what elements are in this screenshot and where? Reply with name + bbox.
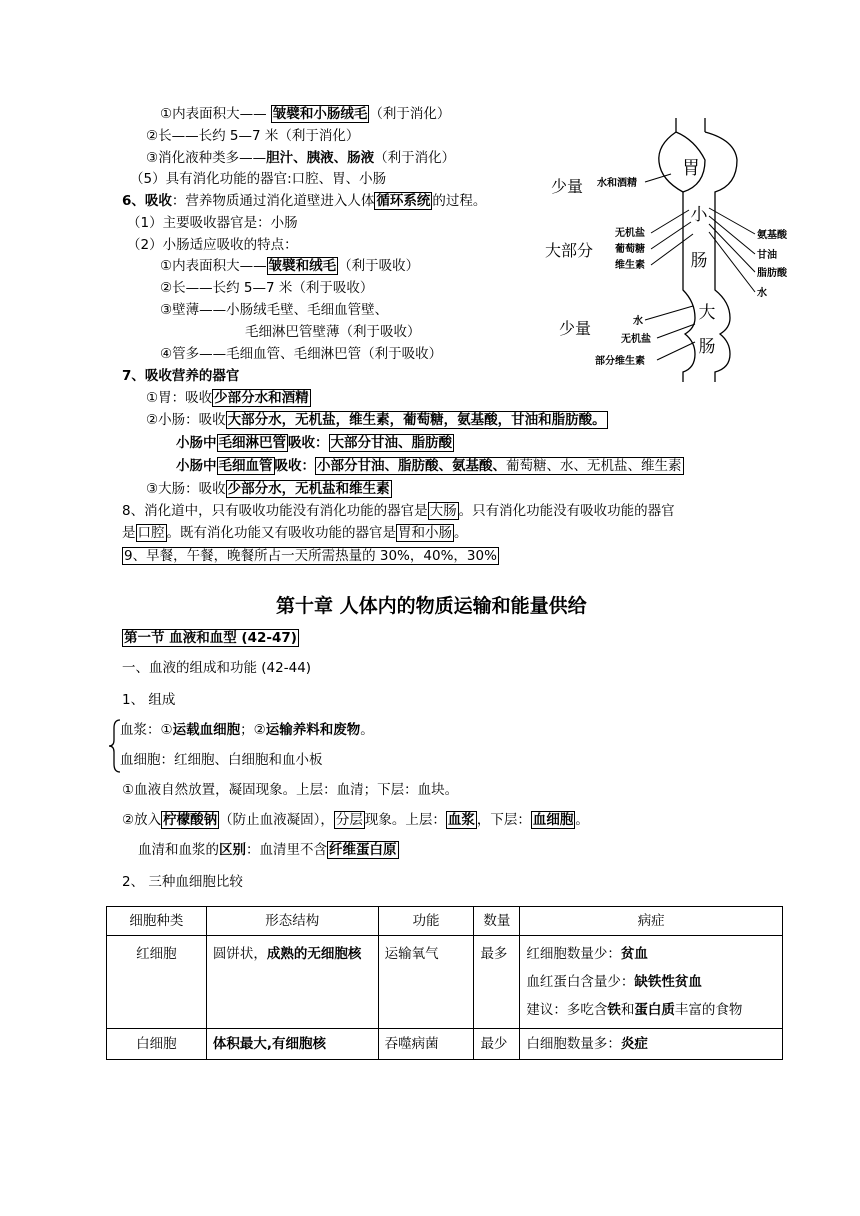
line-1: ①内表面积大—— 皱襞和小肠绒毛 （利于消化） — [160, 106, 451, 122]
label-left1: 水和酒精 — [597, 178, 637, 189]
line-17: 小肠中 毛细血管 吸收： 小部分甘油、脂肪酸、氨基酸、葡萄糖、水、无机盐、维生素 — [176, 458, 682, 474]
cell-shape: 圆饼状，成熟的无细胞核 — [206, 936, 378, 1029]
header-cell: 细胞种类 — [107, 907, 207, 936]
header-cell: 病症 — [520, 907, 783, 936]
line-8: ①内表面积大—— 皱襞和绒毛 （利于吸收） — [160, 258, 420, 274]
line-14: ①胃：吸收 少部分水和酒精 — [146, 390, 309, 406]
line-21: 9、早餐，午餐，晚餐所占一天所需热量的 30%，40%，30% — [124, 548, 497, 564]
line-6: （1）主要吸收器官是：小肠 — [127, 215, 298, 231]
line-7: （2）小肠适应吸收的特点： — [127, 237, 298, 253]
label-chang2: 肠 — [698, 337, 716, 357]
cell-disease: 红细胞数量少：贫血 血红蛋白含量少：缺铁性贫血 建议：多吃含铁和蛋白质丰富的食物 — [520, 936, 783, 1029]
label-left3-0: 水 — [633, 316, 643, 327]
line-15: ②小肠：吸收 大部分水，无机盐，维生素，葡萄糖，氨基酸，甘油和脂肪酸。 — [146, 412, 606, 428]
section-title: 第一节 血液和血型 (42-47) — [124, 630, 297, 646]
plasma-line: 血浆：①运载血细胞；②运输养料和废物。 — [120, 722, 374, 738]
label-left2-1: 葡萄糖 — [615, 244, 645, 255]
cell-name: 白细胞 — [107, 1029, 207, 1060]
label-shaoliang-1: 少量 — [551, 177, 584, 196]
header-cell: 形态结构 — [206, 907, 378, 936]
label-chang: 肠 — [690, 251, 708, 271]
line-19: 8、消化道中，只有吸收功能没有消化功能的器官是 大肠 。只有消化功能没有吸收功能的器官 — [122, 503, 675, 519]
cell-function: 吞噬病菌 — [378, 1029, 474, 1060]
table-row — [107, 1029, 783, 1060]
table-header-row — [107, 907, 783, 936]
cell-shape: 体积最大,有细胞核 — [206, 1029, 378, 1060]
line-5: 6、吸收：营养物质通过消化道壁进入人体 循环系统 的过程。 — [122, 193, 487, 209]
subsection-1-2: 2、 三种血细胞比较 — [122, 874, 243, 890]
label-left3-2: 部分维生素 — [595, 356, 645, 367]
citrate-line: ②放入 柠檬酸钠 （防止血液凝固）， 分层 现象。上层： 血浆 ，下层： 血细胞 。 — [122, 812, 589, 828]
difference-line: 血清和血浆的区别：血清里不含 纤维蛋白原 — [138, 842, 397, 858]
line-10: ③壁薄——小肠绒毛壁、毛细血管壁、 — [160, 302, 389, 318]
line-4: （5）具有消化功能的器官:口腔、胃、小肠 — [130, 171, 387, 187]
line-18: ③大肠：吸收 少部分水，无机盐和维生素 — [146, 481, 390, 497]
label-shaoliang-2: 少量 — [559, 319, 592, 338]
subsection-1: 一、血液的组成和功能 (42-44) — [122, 660, 312, 676]
label-left2-0: 无机盐 — [615, 228, 645, 239]
digestive-tract-diagram — [545, 110, 795, 390]
label-wei: 胃 — [682, 158, 700, 179]
line-16: 小肠中 毛细淋巴管 吸收： 大部分甘油、脂肪酸 — [176, 435, 452, 451]
cell-name: 红细胞 — [107, 936, 207, 1029]
label-dabufen: 大部分 — [545, 241, 594, 260]
line-3: ③消化液种类多——胆汁、胰液、肠液（利于消化） — [146, 150, 456, 166]
blood-cells-line: 血细胞：红细胞、白细胞和血小板 — [120, 752, 323, 768]
chapter-title: 第十章 人体内的物质运输和能量供给 — [276, 595, 587, 617]
line-13: 7、吸收营养的器官 — [122, 368, 240, 384]
label-da: 大 — [698, 303, 716, 323]
label-left3-1: 无机盐 — [621, 334, 651, 345]
blood-cell-table — [106, 906, 783, 1060]
subsection-1-1: 1、 组成 — [122, 692, 176, 708]
line-2: ②长——长约 5—7 米（利于消化） — [146, 128, 360, 144]
label-right2-1: 甘油 — [757, 250, 777, 261]
header-cell: 数量 — [474, 907, 520, 936]
label-right2-2: 脂肪酸 — [757, 268, 787, 279]
header-cell: 功能 — [378, 907, 474, 936]
cell-function: 运输氧气 — [378, 936, 474, 1029]
line-11: 毛细淋巴管壁薄（利于吸收） — [245, 324, 421, 340]
cell-count: 最少 — [474, 1029, 520, 1060]
line-9: ②长——长约 5—7 米（利于吸收） — [160, 280, 374, 296]
cell-count: 最多 — [474, 936, 520, 1029]
line-20: 是 口腔 。既有消化功能又有吸收功能的器官是 胃和小肠 。 — [122, 525, 468, 541]
label-right2-3: 水 — [757, 288, 767, 299]
line-12: ④管多——毛细血管、毛细淋巴管（利于吸收） — [160, 346, 443, 362]
cell-disease: 白细胞数量多：炎症 — [520, 1029, 783, 1060]
label-left2-2: 维生素 — [615, 260, 645, 271]
label-xiao: 小 — [690, 205, 708, 225]
serum-line: ①血液自然放置，凝固现象。上层：血清；下层：血块。 — [122, 782, 459, 798]
table-row — [107, 936, 783, 1029]
label-right2-0: 氨基酸 — [757, 230, 787, 241]
